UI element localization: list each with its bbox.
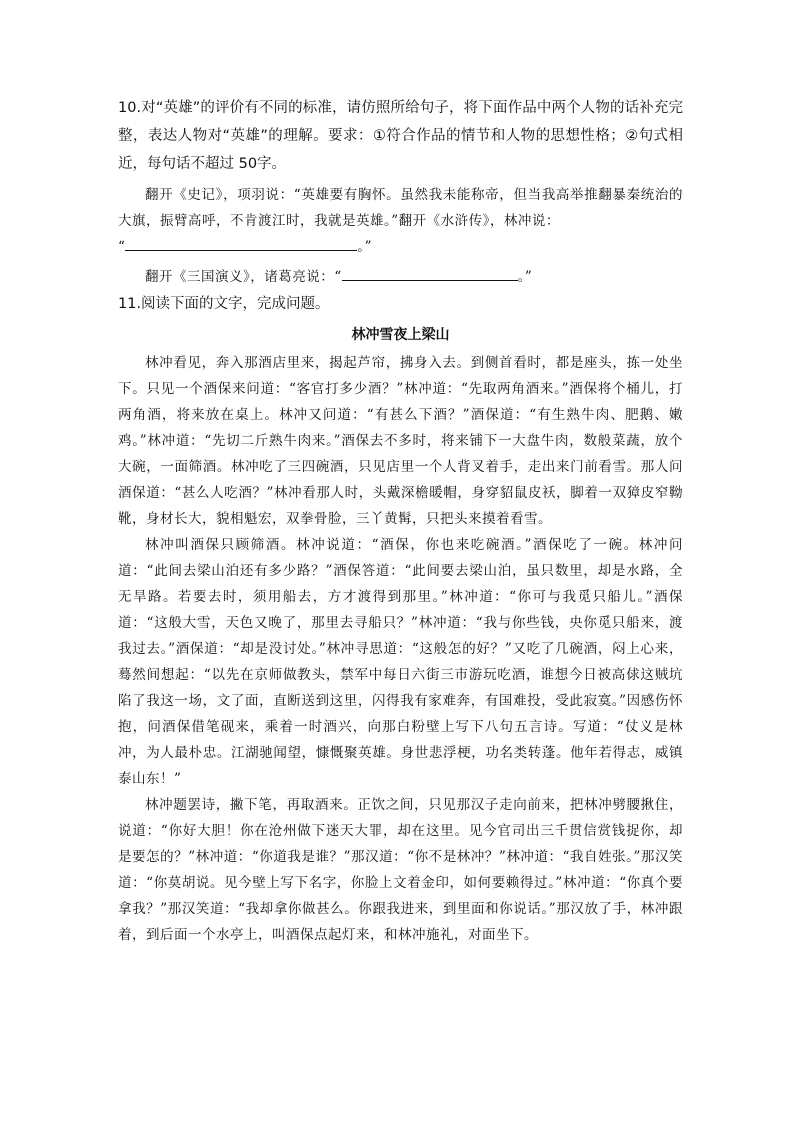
zhuge-prefix: 翻开《三国演义》，诸葛亮说：“	[145, 269, 342, 285]
passage-paragraph-3: 林冲题罢诗，撇下笔，再取酒来。正饮之间，只见那汉子走向前来，把林冲劈腰揪住，说道：“你好大胆！你在沧州做下迷天大罪，却在这里。见今官司出三千贯信赏钱捉你，却是要怎的？”林冲道：“你道我是谁？”那汉道：“你不是林冲？”林冲道：“我自姓张。”那汉笑道：“你莫胡说。见今壁上写下名字，你脸上文着金印，如何要赖得过。”林冲道：“你真个要拿我？”那汉笑道：“我却拿你做甚么。你跟我进来，到里面和你说话。”那汉放了手，林冲跟着，到后面一个水亭上，叫酒保点起灯来，和林冲施礼，对面坐下。	[118, 797, 683, 943]
blank-close-quote: 。”	[357, 239, 373, 255]
question-10-blank-2	[118, 264, 683, 290]
question-10-blank-1	[118, 234, 683, 260]
question-10-example	[118, 182, 683, 234]
question-11-prompt: 11.阅读下面的文字，完成问题。	[118, 296, 330, 312]
blank-open-quote: “	[118, 239, 126, 255]
passage-paragraph-2: 林冲叫酒保只顾筛酒。林冲说道：“酒保，你也来吃碗酒。”酒保吃了一碗。林冲问道：“此间去梁山泊还有多少路？”酒保答道：“此间要去梁山泊，虽只数里，却是水路，全无旱路。若要去时，须用船去，方才渡得到那里。”林冲道：“你可与我觅只船儿。”酒保道：“这般大雪，天色又晚了，那里去寻船只？”林冲道：“我与你些钱，央你觅只船来，渡我过去。”酒保道：“却是没讨处。”林冲寻思道：“这般怎的好？”又吃了几碗酒，闷上心来，蓦然间想起：“以先在京师做教头，禁军中每日六街三市游玩吃酒，谁想今日被高俅这贼坑陷了我这一场，文了面，直断送到这里，闪得我有家难奔，有国难投，受此寂寞。”因感伤怀抱，问酒保借笔砚来，乘着一时酒兴，向那白粉壁上写下八句五言诗。写道：“仗义是林冲，为人最朴忠。江湖驰闻望，慷慨聚英雄。身世悲浮梗，功名类转蓬。他年若得志，威镇泰山东！”	[118, 537, 683, 787]
passage-title: 林冲雪夜上梁山	[351, 327, 450, 343]
answer-blank-zhuge[interactable]	[342, 266, 518, 281]
example-text: 翻开《史记》，项羽说：“英雄要有胸怀。虽然我未能称帝，但当我高举推翻暴秦统治的大旗，振臂高呼，不肯渡江时，我就是英雄。”翻开《水浒传》，林冲说：	[118, 187, 683, 229]
zhuge-suffix: 。”	[517, 269, 533, 285]
passage-paragraph-1: 林冲看见，奔入那酒店里来，揭起芦帘，拂身入去。到侧首看时，都是座头，拣一处坐下。只见一个酒保来问道：“客官打多少酒？”林冲道：“先取两角酒来。”酒保将个桶儿，打两角酒，将来放在桌上。林冲又问道：“有甚么下酒？”酒保道：“有生熟牛肉、肥鹅、嫩鸡。”林冲道：“先切二斤熟牛肉来。”酒保去不多时，将来铺下一大盘牛肉，数般菜蔬，放个大碗，一面筛酒。林冲吃了三四碗酒，只见店里一个人背叉着手，走出来门前看雪。那人问酒保道：“甚么人吃酒？”林冲看那人时，头戴深檐暖帽，身穿貂鼠皮袄，脚着一双獐皮窄靿靴，身材长大，貌相魁宏，双拳骨脸，三丫黄髯，只把头来摸着看雪。	[118, 355, 683, 527]
question-10-prompt: 10.对“英雄”的评价有不同的标准，请仿照所给句子，将下面作品中两个人物的话补充完整，表达人物对“英雄”的理解。要求：①符合作品的情节和人物的思想性格；②句式相近，每句话不超过 50字。	[118, 100, 683, 172]
document-page	[118, 94, 683, 948]
answer-blank-linchong[interactable]	[125, 236, 357, 251]
